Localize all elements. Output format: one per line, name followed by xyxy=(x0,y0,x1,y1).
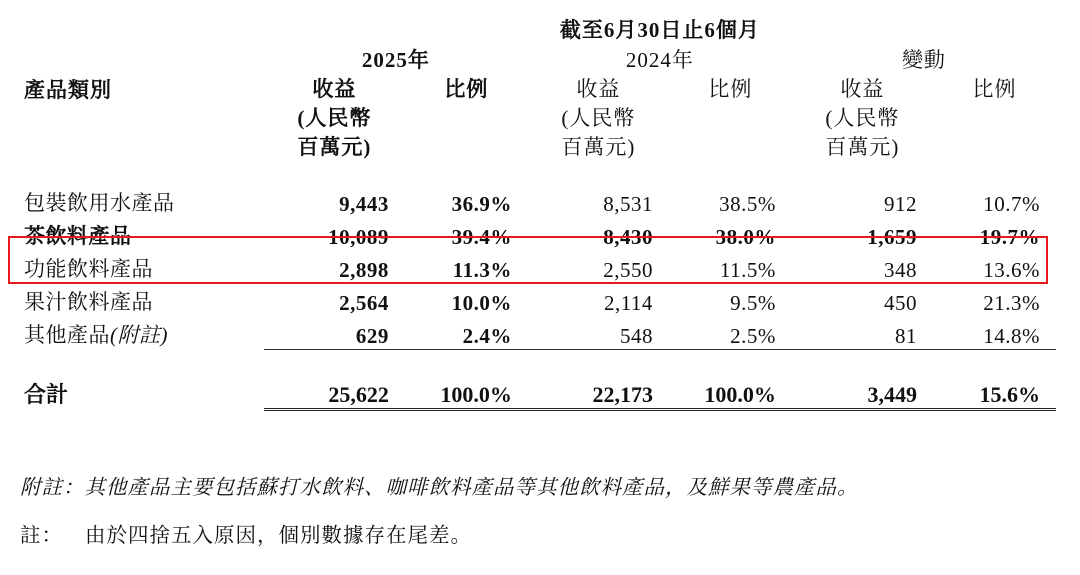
footnote-item xyxy=(20,470,1060,500)
cell-pct-2025: 36.9% xyxy=(451,191,512,216)
cell-rev-2025: 2,564 xyxy=(339,290,389,315)
table-row xyxy=(24,316,1056,350)
unit-line2-2024: 百萬元) xyxy=(561,134,636,159)
footnotes xyxy=(20,470,1060,566)
cell-pct-2025: 11.3% xyxy=(452,257,512,282)
cell-rev-change: 81 xyxy=(792,316,933,350)
column-header-revenue-2025: 收益 xyxy=(312,77,357,102)
row-label-tea-beverage: 茶飲料產品 xyxy=(24,223,132,248)
table-row-highlighted xyxy=(24,217,1056,250)
year-group-2024: 2024年 xyxy=(625,48,694,72)
total-rev-2024: 22,173 xyxy=(528,358,669,410)
footnote-text: 由於四捨五入原因，個別數據存在尾差。 xyxy=(85,525,472,547)
cell-rev-2024: 8,531 xyxy=(603,191,653,216)
column-header-ratio-2024: 比例 xyxy=(708,77,753,102)
cell-rev-change: 1,659 xyxy=(867,224,917,249)
table-unit-row-2 xyxy=(24,133,1056,162)
footnote-label: 附註： xyxy=(20,477,85,499)
column-header-ratio-2025: 比例 xyxy=(444,77,489,102)
unit-line1-change: (人民幣 xyxy=(825,106,900,130)
column-header-ratio-change: 比例 xyxy=(972,77,1017,102)
row-label-functional-beverage: 功能飲料產品 xyxy=(24,256,153,281)
unit-line1-2024: (人民幣 xyxy=(561,106,636,130)
cell-pct-2025: 39.4% xyxy=(451,224,512,249)
cell-pct-2024: 11.5% xyxy=(719,257,776,282)
table-spacer-row xyxy=(24,162,1056,184)
cell-pct-2024: 2.5% xyxy=(669,316,792,350)
cell-pct-2025: 10.0% xyxy=(451,290,512,315)
row-label-other-products xyxy=(24,316,264,350)
cell-pct-change: 19.7% xyxy=(979,224,1040,249)
table-row xyxy=(24,250,1056,283)
revenue-by-product-table xyxy=(24,14,1056,411)
table-underline-spacer xyxy=(24,349,1056,358)
table-row xyxy=(24,184,1056,217)
cell-rev-2024: 8,430 xyxy=(603,224,653,249)
unit-line2-change: 百萬元) xyxy=(825,134,900,159)
cell-rev-2025: 629 xyxy=(264,316,405,350)
footnote-text: 其他產品主要包括蘇打水飲料、咖啡飲料產品等其他飲料產品，及鮮果等農產品。 xyxy=(84,477,859,499)
total-pct-2025: 100.0% xyxy=(405,358,528,410)
column-header-revenue-change: 收益 xyxy=(840,77,885,102)
row-label-other-products-note: (附註) xyxy=(110,323,168,348)
cell-pct-change: 21.3% xyxy=(983,290,1040,315)
row-label-total: 合計 xyxy=(24,382,69,408)
year-group-2025: 2025年 xyxy=(361,48,430,72)
row-label-juice-beverage: 果汁飲料產品 xyxy=(24,289,153,314)
table-year-row xyxy=(24,44,1056,74)
cell-rev-change: 450 xyxy=(883,290,917,315)
cell-rev-2025: 10,089 xyxy=(328,224,389,249)
cell-pct-change: 13.6% xyxy=(983,257,1040,282)
row-label-other-products-text: 其他產品 xyxy=(24,323,110,348)
column-header-revenue-2024: 收益 xyxy=(576,77,621,102)
total-pct-2024: 100.0% xyxy=(669,358,792,410)
row-label-packaged-water: 包裝飲用水產品 xyxy=(24,190,175,215)
footnote-label: 註： xyxy=(20,525,63,547)
footnote-item xyxy=(20,518,1060,548)
total-pct-change: 15.6% xyxy=(933,358,1056,410)
table-row xyxy=(24,283,1056,316)
column-header-product-category: 產品類別 xyxy=(24,78,112,102)
cell-rev-2024: 2,114 xyxy=(603,290,653,315)
cell-pct-2024: 38.0% xyxy=(715,224,776,249)
cell-rev-2025: 2,898 xyxy=(339,257,389,282)
cell-rev-2025: 9,443 xyxy=(339,191,389,216)
table-column-header-row xyxy=(24,74,1056,104)
cell-rev-2024: 2,550 xyxy=(603,257,653,282)
unit-line1-2025: (人民幣 xyxy=(297,106,372,130)
cell-rev-change: 348 xyxy=(883,257,917,282)
cell-pct-change: 10.7% xyxy=(983,191,1040,216)
table-header-span-row xyxy=(24,14,1056,44)
cell-rev-2024: 548 xyxy=(528,316,669,350)
cell-pct-change: 14.8% xyxy=(933,316,1056,350)
total-rev-2025: 25,622 xyxy=(264,358,405,410)
table-unit-row-1 xyxy=(24,104,1056,133)
cell-pct-2024: 38.5% xyxy=(719,191,776,216)
table-total-row xyxy=(24,358,1056,410)
cell-rev-change: 912 xyxy=(883,191,917,216)
cell-pct-2025: 2.4% xyxy=(405,316,528,350)
cell-pct-2024: 9.5% xyxy=(730,290,776,315)
total-rev-change: 3,449 xyxy=(792,358,933,410)
year-group-change: 變動 xyxy=(901,48,946,72)
period-heading: 截至6月30日止6個月 xyxy=(559,18,760,42)
unit-line2-2025: 百萬元) xyxy=(297,134,372,159)
